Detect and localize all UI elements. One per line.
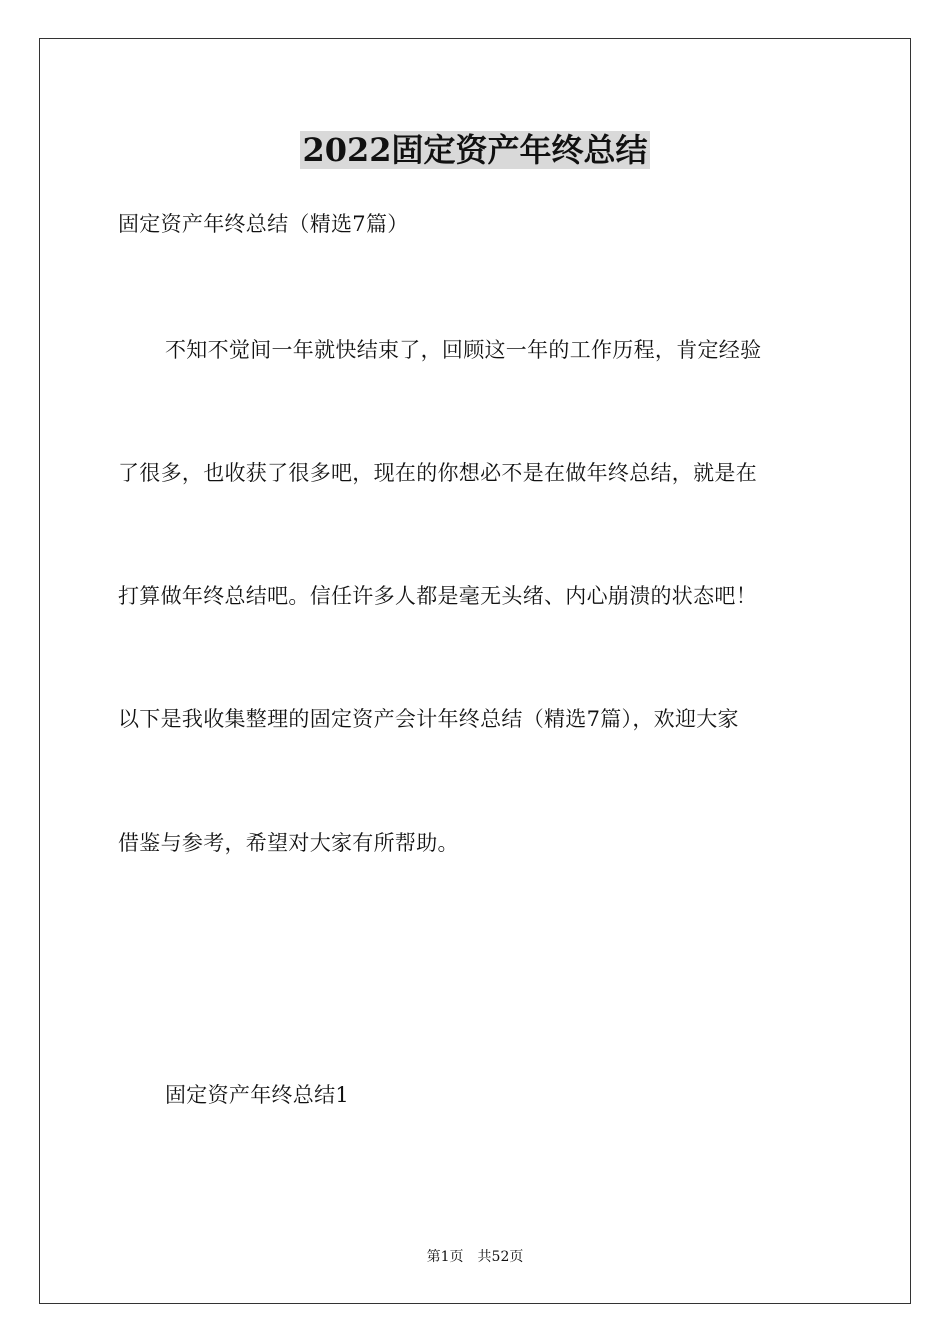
paragraph-line-2: 了很多，也收获了很多吧，现在的你想必不是在做年终总结，就是在 [118,461,757,485]
paragraph-line-5: 借鉴与参考，希望对大家有所帮助。 [118,831,459,855]
document-title-text: 2022固定资产年终总结 [302,131,648,169]
section-heading: 固定资产年终总结1 [165,1083,350,1107]
document-title [0,128,950,172]
document-subtitle: 固定资产年终总结（精选7篇） [118,212,409,236]
paragraph-line-4: 以下是我收集整理的固定资产会计年终总结（精选7篇），欢迎大家 [118,707,739,731]
page-number: 第1页 [426,1249,464,1265]
paragraph-line-3: 打算做年终总结吧。信任许多人都是毫无头绪、内心崩溃的状态吧！ [118,584,757,608]
page-total: 共52页 [477,1249,524,1265]
paragraph-line-1: 不知不觉间一年就快结束了，回顾这一年的工作历程，肯定经验 [165,338,762,362]
page-footer [0,1247,950,1267]
